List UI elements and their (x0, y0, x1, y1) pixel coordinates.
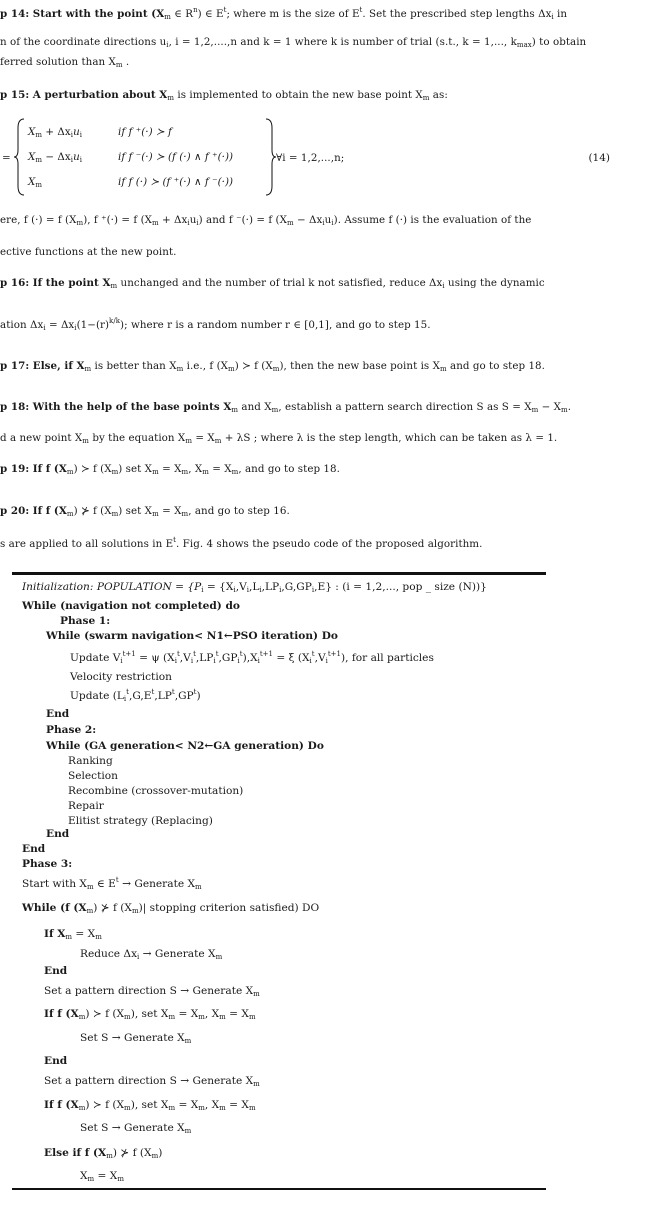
right-brace-icon (264, 118, 276, 196)
if-f-2: If f $(X_m)$ ≻ f $(X_m)$, set $X_m = X_m$, $X_m = X_m$ (44, 1099, 256, 1112)
equation-number: (14) (588, 152, 610, 164)
objective-line: ective functions at the new point. (0, 246, 177, 258)
reduce: Reduce $\Delta x_i$ → Generate $X_m$ (80, 948, 223, 961)
step-15: p 15: A perturbation about $X_m$ is implemented to obtain the new base point $X_m$ as: (0, 89, 448, 102)
final-assign: $X_m = X_m$ (80, 1170, 124, 1183)
step-20: p 20: If f $(X_m)$ ⊁ f $(X_m)$ set $X_m = X_m$, and go to step 16. (0, 505, 290, 518)
set-s-2: Set S → Generate $X_m$ (80, 1122, 192, 1135)
eq-forall: ∀i = 1,2,...,n; (276, 152, 345, 164)
set-s-1: Set S → Generate $X_m$ (80, 1032, 192, 1045)
repair: Repair (68, 800, 104, 812)
update-local: Update $(L_i^t,G,E^t,LP^t,GP^t)$ (70, 688, 201, 703)
phase-3: Phase 3: (22, 858, 73, 870)
step-16-line-1: p 16: If the point $X_m$ unchanged and the number of trial k not satisfied, reduce $\Delta x_i$ using the dynamic (0, 277, 545, 290)
eq-row-1: $X_m + \Delta x_iu_i$ (28, 126, 83, 139)
eq-lhs: = (2, 152, 11, 164)
set-pattern-2: Set a pattern direction S → Generate $X_m$ (44, 1075, 260, 1088)
top-rule (12, 572, 546, 575)
where-line: ere, f (·) = f $(X_m)$, f ⁺(·) = f $(X_m + \Delta x_iu_i)$ and f ⁻(·) = f $(X_m - \Delta x_iu_i)$. Assume f (·) is the evaluation of the (0, 214, 532, 227)
if-x: If $X_m = X_m$ (44, 928, 102, 941)
step-18-line-1: p 18: With the help of the base points $X_m$ and $X_m$, establish a pattern search direction S as $S = X_m - X_m$. (0, 401, 572, 414)
ranking: Ranking (68, 755, 113, 767)
left-brace-icon (14, 118, 26, 196)
start-with: Start with $X_m$ ∈ $E^t$ → Generate $X_m$ (22, 876, 202, 891)
step-19: p 19: If f $(X_m)$ ≻ f $(X_m)$ set $X_m = X_m$, $X_m = X_m$, and go to step 18. (0, 463, 340, 476)
else-if: Else if f $(X_m)$ ⊁ f $(X_m)$ (44, 1147, 163, 1160)
selection: Selection (68, 770, 118, 782)
while-ga: While (GA generation< N2←GA generation) Do (46, 740, 324, 752)
eq-row-2: $X_m - \Delta x_iu_i$ (28, 151, 83, 164)
step-14-line-3: ferred solution than $X_m$ . (0, 56, 130, 69)
while-navigation: While (navigation not completed) do (22, 600, 240, 612)
update-velocity: Update $V_i^{t+1} = \psi$ $(X_i^t,V_i^t,LP_i^t,GP_i^t),X_i^{t+1} = \xi$ $(X_i^t,V_i^{t+1})$, for all particles (70, 650, 434, 665)
while-swarm: While (swarm navigation< N1←PSO iteration) Do (46, 630, 338, 642)
set-pattern-1: Set a pattern direction S → Generate $X_m$ (44, 985, 260, 998)
end-5: End (44, 1055, 68, 1067)
step-18-line-2: d a new point $X_m$ by the equation $X_m = X_m + \lambda S$ ; where λ is the step length, which can be taken as λ = 1. (0, 432, 558, 445)
recombine: Recombine (crossover-mutation) (68, 785, 244, 797)
step-16-line-2: ation $\Delta x_i = \Delta x_i(1-(r)^{k/k})$; where r is a random number r ∈ [0,1], and go to step 15. (0, 317, 431, 332)
if-f-1: If f $(X_m)$ ≻ f $(X_m)$, set $X_m = X_m$, $X_m = X_m$ (44, 1008, 256, 1021)
init-line: Initialization: POPULATION = {$P_i = \{X_i,V_i,L_i,LP_i,G,GP_i,E\}$ : (i = 1,2,..., pop _ size (N))} (22, 581, 487, 594)
end-1: End (46, 708, 70, 720)
elitist-strategy: Elitist strategy (Replacing) (68, 815, 213, 827)
bottom-rule (12, 1188, 546, 1190)
end-2: End (46, 828, 70, 840)
end-3: End (22, 843, 46, 855)
applied-line: s are applied to all solutions in $E^t$. Fig. 4 shows the pseudo code of the proposed algorithm. (0, 536, 483, 550)
end-4: End (44, 965, 68, 977)
while-f: While (f $(X_m)$ ⊁ f $(X_m)|$ stopping criterion satisfied) DO (22, 902, 320, 915)
step-17: p 17: Else, if $X_m$ is better than $X_m$ i.e., f $(X_m)$ ≻ f $(X_m)$, then the new base point is $X_m$ and go to step 18. (0, 360, 545, 373)
eq-row-1-cond: if f ⁺(·) ≻ f (118, 126, 172, 138)
velocity-restriction: Velocity restriction (70, 671, 172, 683)
eq-row-2-cond: if f ⁻(·) ≻ (f (·) ∧ f ⁺(·)) (118, 151, 234, 163)
phase-2: Phase 2: (46, 724, 97, 736)
step-14-line-2: n of the coordinate directions $u_i$, i = 1,2,....,n and k = 1 where k is number of trial (s.t., k = 1,..., $k_{max}$) to obtain (0, 36, 587, 49)
phase-1: Phase 1: (60, 615, 111, 627)
eq-row-3: $X_m$ (28, 176, 43, 189)
eq-row-3-cond: if f (·) ≻ (f ⁺(·) ∧ f ⁻(·)) (118, 176, 234, 188)
step-14-line-1: p 14: Start with the point ($X_m$ ∈ $R^n$) ∈ $E^t$; where m is the size of $E^t$. Set the prescribed step lengths $\Delta x_i$ in (0, 6, 568, 21)
